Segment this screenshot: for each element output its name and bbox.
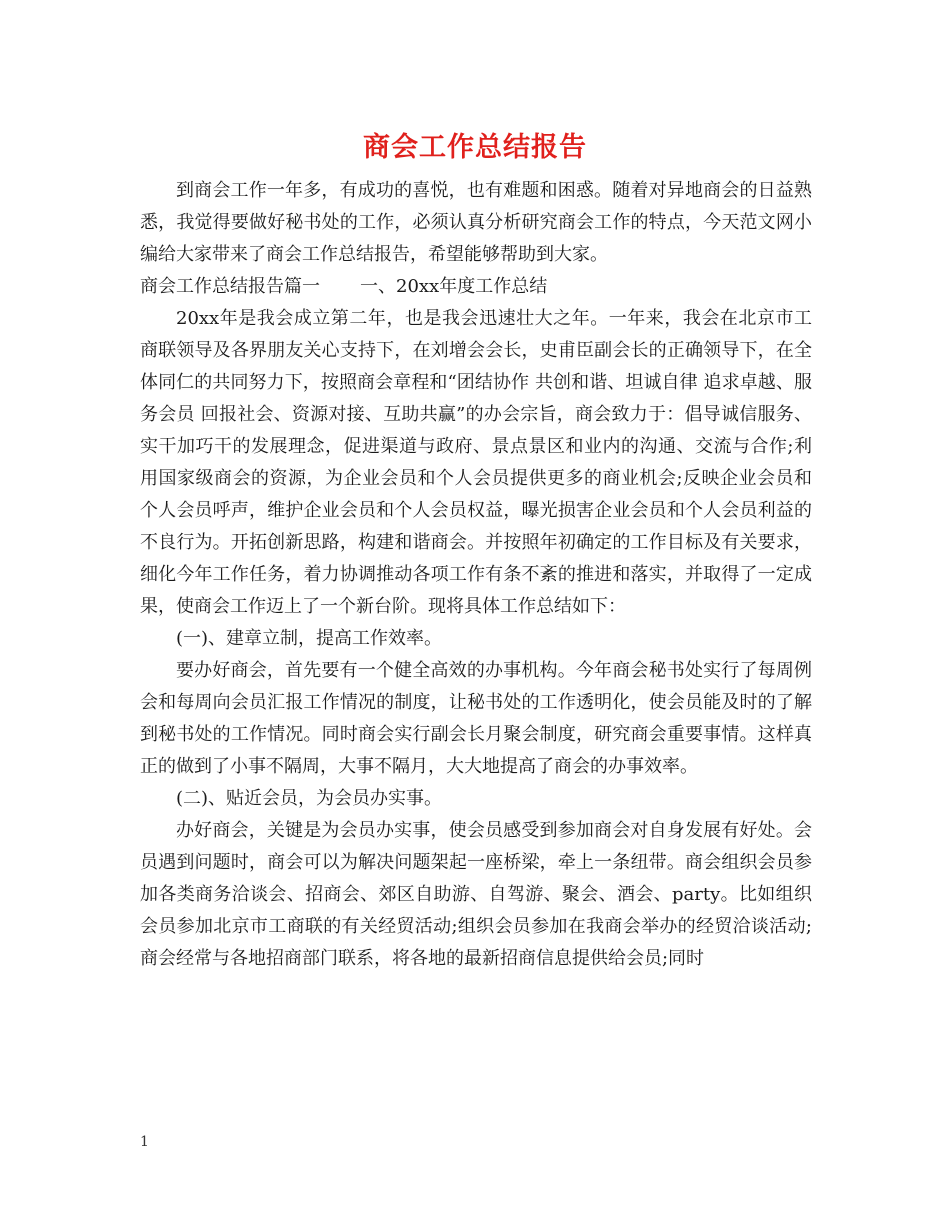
body-paragraph: 要办好商会，首先要有一个健全高效的办事机构。今年商会秘书处实行了每周例会和每周向会员汇报工作情况的制度，让秘书处的工作透明化，使会员能及时的了解到秘书处的工作情况。同时商会实行副会长月聚会制度，研究商会重要事情。这样真正的做到了小事不隔周，大事不隔月，大大地提高了商会的办事效率。 [140, 660, 812, 777]
subheading: (二)、贴近会员，为会员办实事。 [176, 788, 443, 809]
section-heading: 一、20xx年度工作总结 [360, 276, 548, 297]
section-heading-line [140, 271, 812, 303]
body-paragraph: 办好商会，关键是为会员办实事，使会员感受到参加商会对自身发展有好处。会员遇到问题时，商会可以为解决问题架起一座桥梁，牵上一条纽带。商会组织会员参加各类商务洽谈会、招商会、郊区自助游、自驾游、聚会、酒会、party。比如组织会员参加北京市工商联的有关经贸活动;组织会员参加在我商会举办的经贸洽谈活动;商会经常与各地招商部门联系，将各地的最新招商信息提供给会员;同时 [140, 820, 812, 969]
body-paragraph: 20xx年是我会成立第二年，也是我会迅速壮大之年。一年来，我会在北京市工商联领导及各界朋友关心支持下，在刘增会会长，史甫臣副会长的正确领导下，在全体同仁的共同努力下，按照商会章程和“团结协作 共创和谐、坦诚自律 追求卓越、服务会员 回报社会、资源对接、互助共赢”的办会宗旨，商会致力于：倡导诚信服务、实干加巧干的发展理念，促进渠道与政府、景点景区和业内的沟通、交流与合作;利用国家级商会的资源，为企业会员和个人会员提供更多的商业机会;反映企业会员和个人会员呼声，维护企业会员和个人会员权益，曝光损害企业会员和个人会员利益的不良行为。开拓创新思路，构建和谐商会。并按照年初确定的工作目标及有关要求，细化今年工作任务，着力协调推动各项工作有条不紊的推进和落实，并取得了一定成果，使商会工作迈上了一个新台阶。现将具体工作总结如下： [140, 308, 812, 617]
page-title: 商会工作总结报告 [363, 132, 587, 163]
document-body [140, 175, 812, 975]
subheading: (一)、建章立制，提高工作效率。 [176, 628, 443, 649]
section-label: 商会工作总结报告篇一 [140, 276, 320, 297]
page-number: 1 [140, 1134, 149, 1150]
intro-paragraph: 到商会工作一年多，有成功的喜悦，也有难题和困惑。随着对异地商会的日益熟悉，我觉得要做好秘书处的工作，必须认真分析研究商会工作的特点，今天范文网小编给大家带来了商会工作总结报告，希望能够帮助到大家。 [140, 180, 812, 265]
